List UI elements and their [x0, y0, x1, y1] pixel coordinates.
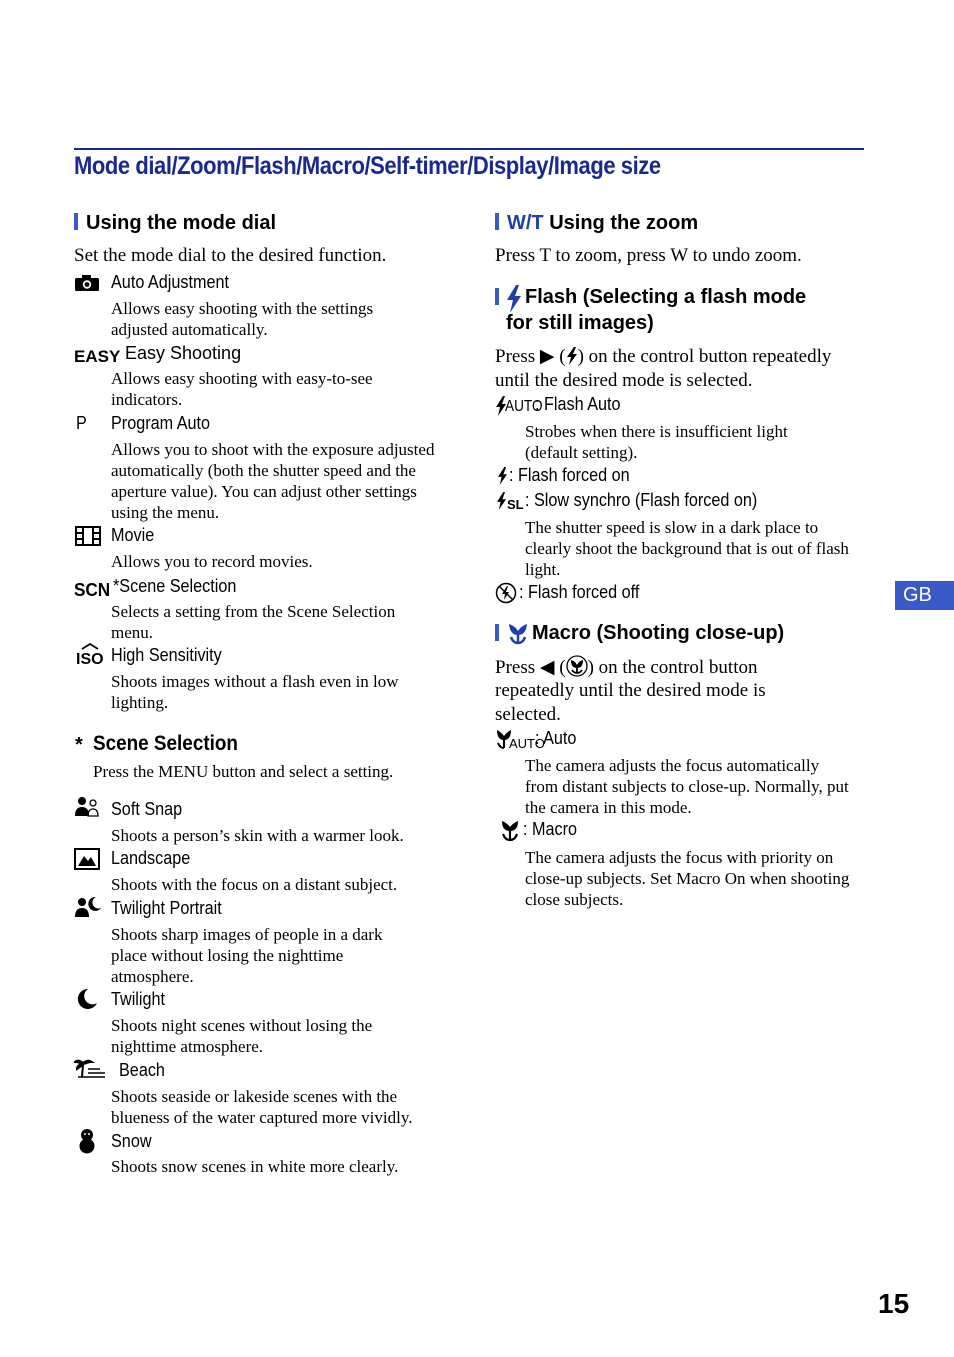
flash-heading-line1: Flash (Selecting a flash mode	[525, 286, 807, 308]
macro-desc-macro: The camera adjusts the focus with priority on close-up subjects. Set Macro On when shooting close subjects.	[525, 848, 850, 909]
flash-heading-line2: for still images)	[506, 312, 654, 334]
easy-icon: EASY	[74, 347, 121, 366]
scene-label-twilight-portrait: Twilight Portrait	[111, 898, 222, 918]
slow-synchro-text-icon: SL	[507, 497, 524, 512]
macro-heading: Macro (Shooting close-up)	[532, 622, 785, 644]
flash-heading-icon	[506, 285, 522, 313]
macro-icon	[566, 655, 588, 677]
heading-bar	[495, 288, 499, 305]
macro-intro-line2: repeatedly until the desired mode is selected.	[495, 680, 766, 725]
scene-label-landscape: Landscape	[111, 848, 191, 868]
macro-desc-auto: The camera adjusts the focus automatically from distant subjects to close-up. Normally, put the camera in this mode.	[525, 756, 849, 817]
iso-label-icon: ISO	[76, 651, 104, 668]
scene-desc-beach: Shoots seaside or lakeside scenes with the blueness of the water captured more vividly.	[111, 1087, 413, 1127]
macro-on-icon	[499, 818, 521, 842]
mode-dial-heading: Using the mode dial	[74, 212, 276, 235]
flash-label-forced-on: : Flash forced on	[509, 465, 630, 485]
macro-intro-line1: Press ◀ ( ) on the control button	[495, 657, 758, 678]
moon-icon	[76, 988, 98, 1010]
title-rule	[74, 148, 864, 150]
language-tab: GB	[895, 581, 954, 610]
macro-auto-text-icon: AUTO	[509, 736, 545, 751]
heading-bar	[495, 213, 499, 230]
flash-label-slow-synchro: : Slow synchro (Flash forced on)	[525, 490, 758, 510]
scene-desc-snow: Shoots snow scenes in white more clearly.	[111, 1157, 399, 1176]
scene-label-beach: Beach	[119, 1060, 165, 1080]
mode-desc-easy: Allows easy shooting with easy-to-see indicators.	[111, 369, 373, 409]
page-number: 15	[878, 1288, 910, 1319]
film-icon	[75, 526, 101, 546]
flash-intro-line1: Press ▶ ( ) on the control button repeatedly	[495, 346, 832, 367]
scn-icon: SCN	[74, 580, 111, 600]
flash-auto-text-icon: AUTO	[505, 398, 543, 415]
mode-label-easy: Easy Shooting	[125, 343, 242, 363]
mode-desc-scene: Selects a setting from the Scene Selection menu.	[111, 602, 396, 642]
scene-desc-soft-snap: Shoots a person’s skin with a warmer look.	[111, 826, 404, 845]
zoom-text: Press T to zoom, press W to undo zoom.	[495, 245, 802, 266]
scene-star: *	[75, 734, 83, 756]
mode-label-high-sensitivity: High Sensitivity	[111, 645, 222, 665]
page-title: Mode dial/Zoom/Flash/Macro/Self-timer/Display/Image size	[74, 152, 661, 180]
heading-bar	[74, 213, 78, 230]
scene-desc-twilight-portrait: Shoots sharp images of people in a dark place without losing the nighttime atmosphere.	[111, 925, 383, 986]
macro-label-auto: : Auto	[535, 728, 577, 748]
slow-synchro-icon	[496, 492, 507, 510]
program-icon: P	[76, 413, 87, 433]
scene-label-soft-snap: Soft Snap	[111, 799, 183, 819]
scene-desc-twilight: Shoots night scenes without losing the nighttime atmosphere.	[111, 1016, 373, 1056]
twilight-portrait-icon	[74, 895, 102, 919]
mode-label-auto: Auto Adjustment	[111, 272, 229, 292]
mode-desc-movie: Allows you to record movies.	[111, 552, 313, 571]
mode-label-scene: *Scene Selection	[113, 576, 237, 596]
mode-desc-high-sensitivity: Shoots images without a flash even in low lighting.	[111, 672, 399, 712]
scene-label-twilight: Twilight	[111, 989, 166, 1009]
mode-desc-program: Allows you to shoot with the exposure adjusted automatically (both the shutter speed and the aperture value). You can adjust other settings using the menu.	[111, 440, 435, 522]
flash-label-forced-off: : Flash forced off	[519, 582, 640, 602]
flash-on-icon	[497, 467, 508, 485]
flash-desc-auto: Strobes when there is insufficient light (default setting).	[525, 422, 788, 462]
flash-desc-slow-synchro: The shutter speed is slow in a dark place to clearly shoot the background that is out of flash light.	[525, 518, 849, 579]
scene-desc-landscape: Shoots with the focus on a distant subject.	[111, 875, 398, 894]
flash-label-auto: : Flash Auto	[535, 394, 621, 414]
beach-icon	[74, 1057, 106, 1081]
zoom-heading: W/T Using the zoom	[495, 212, 698, 235]
scene-label-snow: Snow	[111, 1131, 152, 1151]
macro-heading-icon	[506, 621, 530, 645]
macro-label-macro: : Macro	[523, 819, 578, 839]
scene-intro: Press the MENU button and select a setting.	[93, 762, 394, 781]
flash-off-icon	[495, 582, 517, 604]
heading-bar	[495, 624, 499, 641]
mode-dial-intro: Set the mode dial to the desired function.	[74, 245, 387, 266]
snowman-icon	[76, 1128, 98, 1154]
mode-label-movie: Movie	[111, 525, 155, 545]
zoom-prefix: W/T	[507, 212, 544, 234]
flash-intro-line2: until the desired mode is selected.	[495, 370, 753, 391]
landscape-icon	[74, 848, 100, 870]
flash-icon	[566, 347, 578, 365]
mode-desc-auto: Allows easy shooting with the settings adjusted automatically.	[111, 299, 374, 339]
mode-label-program: Program Auto	[111, 413, 211, 433]
soft-snap-icon	[74, 796, 100, 818]
camera-icon	[74, 274, 100, 292]
scene-heading: Scene Selection	[93, 732, 238, 755]
